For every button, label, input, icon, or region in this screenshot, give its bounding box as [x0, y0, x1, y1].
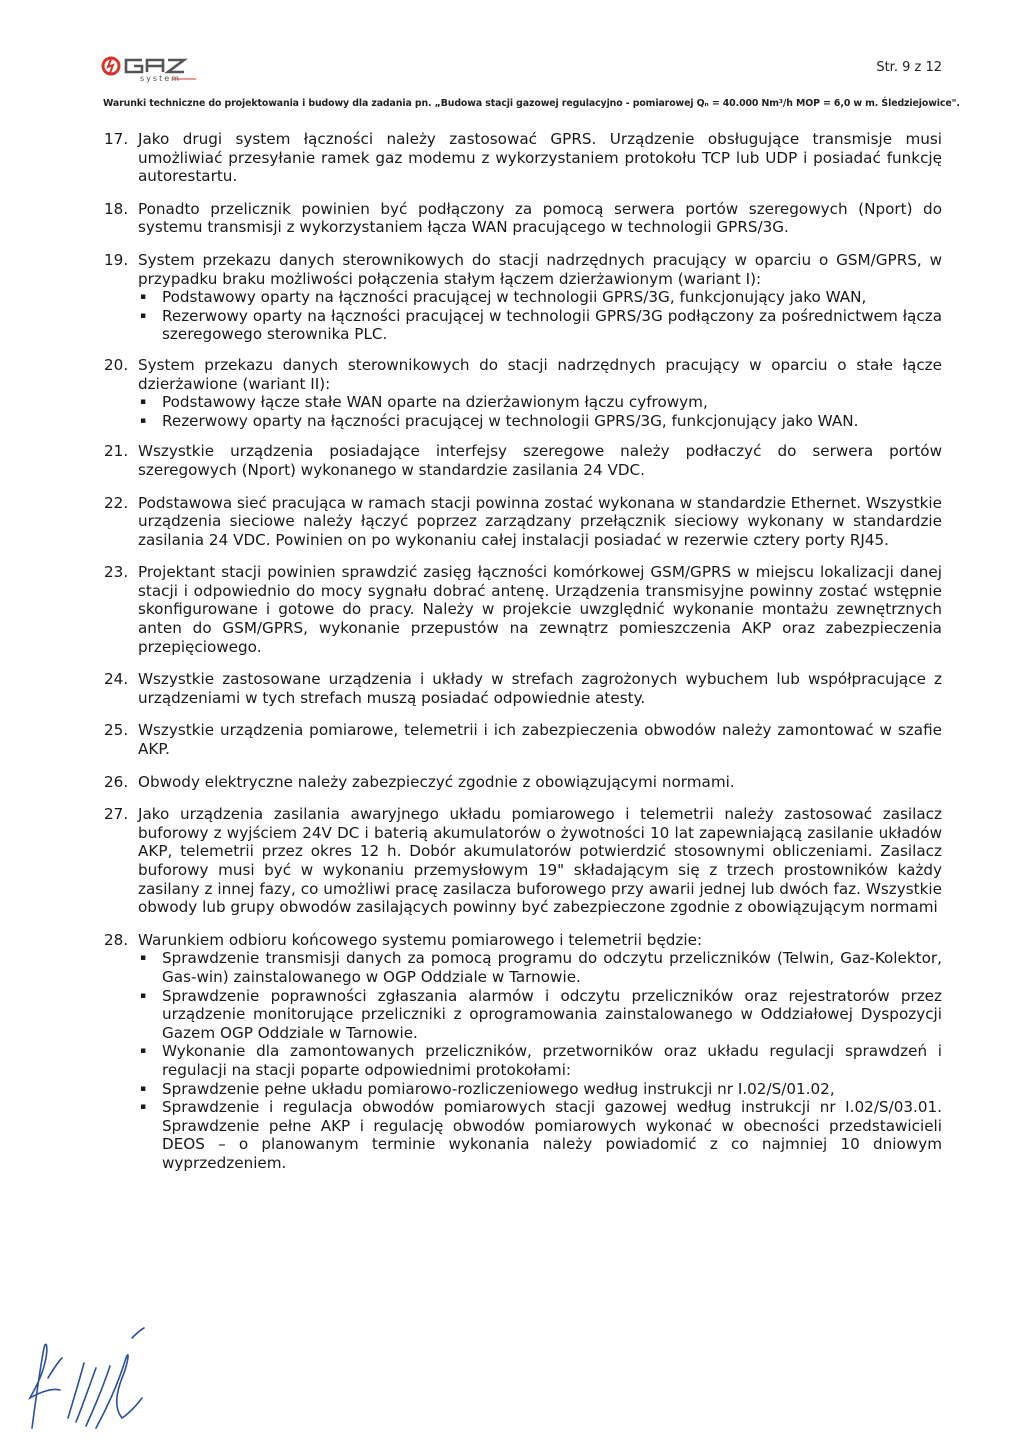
list-item: [104, 805, 942, 917]
handwritten-signature: [18, 1318, 168, 1433]
list-item-number: 22.: [104, 493, 129, 512]
list-item: [104, 356, 942, 430]
list-item: [104, 251, 942, 344]
list-item-text: Jako drugi system łączności należy zastosować GPRS. Urządzenie obsługujące transmisje musi umożliwiać przesyłanie ramek gaz modemu z wykorzystaniem protokołu TCP lub UDP i posiadać funkcję autorestartu.: [138, 130, 942, 186]
page-number: Str. 9 z 12: [876, 60, 942, 75]
bullet-item: ▪ Podstawowy oparty na łączności pracującej w technologii GPRS/3G, funkcjonujący jako WAN,: [162, 288, 942, 307]
bullet-item: ▪ Sprawdzenie poprawności zgłaszania alarmów i odczytu przeliczników oraz rejestratorów przez urządzenie monitorujące przeliczniki z oprogramowania zainstalowanego w Oddziałowej Dyspozycji Gazem OGP Oddziale w Tarnowie.: [162, 987, 942, 1043]
list-item-text: System przekazu danych sterownikowych do stacji nadrzędnych pracujący w oparciu o stałe łącze dzierżawione (wariant II):: [138, 355, 942, 393]
list-item-number: 17.: [104, 130, 129, 148]
bullet-item: ▪ Podstawowy łącze stałe WAN oparte na dzierżawionym łączu cyfrowym,: [162, 393, 942, 412]
list-item-text: System przekazu danych sterownikowych do stacji nadrzędnych pracujący w oparciu o GSM/GPRS, w przypadku braku możliwości połączenia stałym łączem dzierżawionym (wariant I):: [138, 250, 942, 288]
list-item-text: Wszystkie urządzenia pomiarowe, telemetrii i ich zabezpieczenia obwodów należy zamontować w szafie AKP.: [138, 721, 942, 759]
bullet-item: ▪ Rezerwowy oparty na łączności pracującej w technologii GPRS/3G podłączony za pośrednictwem łącza szeregowego sterownika PLC.: [162, 307, 942, 344]
list-item-number: 19.: [104, 250, 129, 269]
list-item-number: 23.: [104, 563, 129, 582]
list-item-number: 25.: [104, 721, 129, 740]
list-item-text: Warunkiem odbioru końcowego systemu pomiarowego i telemetrii będzie:: [138, 930, 703, 949]
list-item-number: 21.: [104, 442, 129, 461]
list-item-text: Podstawowa sieć pracująca w ramach stacji powinna zostać wykonana w standardzie Ethernet. Wszystkie urządzenia sieciowe należy łączyć poprzez zarządzany przełącznik sieciowy wykonany w standardzie zasilania 24 VDC. Powinien on po wykonaniu całej instalacji posiadać w rezerwie cztery porty RJ45.: [138, 493, 942, 549]
requirements-list: [104, 130, 942, 1185]
list-item: [104, 200, 942, 237]
bullet-item: ▪ Sprawdzenie pełne układu pomiarowo-rozliczeniowego według instrukcji nr I.02/S/01.02,: [162, 1080, 942, 1099]
logo-subtitle: system: [140, 74, 181, 83]
list-item-number: 28.: [104, 930, 129, 949]
bullet-item: ▪ Sprawdzenie transmisji danych za pomocą programu do odczytu przeliczników (Telwin, Gaz-Kolektor, Gas-win) zainstalowanego w OGP Oddziale w Tarnowie.: [162, 949, 942, 986]
list-item-text: Ponadto przelicznik powinien być podłączony za pomocą serwera portów szeregowych (Nport) do systemu transmisji z wykorzystaniem łącza WAN pracującego w technologii GPRS/3G.: [138, 199, 942, 237]
bullet-item: ▪ Sprawdzenie i regulacja obwodów pomiarowych stacji gazowej według instrukcji nr I.02/S/03.01. Sprawdzenie pełne AKP i regulację obwodów pomiarowych wykonać w obecności przedstawicieli DEOS – o planowanym terminie wykonania należy powiadomić z co najmniej 10 dniowym wyprzedzeniem.: [162, 1098, 942, 1172]
bullet-list: [138, 288, 942, 344]
list-item: [104, 721, 942, 758]
gaz-system-logo: [100, 50, 230, 90]
list-item: [104, 563, 942, 656]
list-item: [104, 130, 942, 186]
list-item-text: Wszystkie zastosowane urządzenia i układy w strefach zagrożonych wybuchem lub współpracujące z urządzeniami w tych strefach muszą posiadać odpowiednie atesty.: [138, 670, 942, 707]
list-item-text: Projektant stacji powinien sprawdzić zasięg łączności komórkowej GSM/GPRS w miejscu lokalizacji danej stacji i odpowiednio do mocy sygnału dobrać antenę. Urządzenia transmisyjne powinny zostać wstępnie skonfigurowane i gotowe do pracy. Należy w projekcie uwzględnić wykonanie montażu zewnętrznych anten do GSM/GPRS, wykonanie przepustów na zewnątrz pomieszczenia AKP oraz zabezpieczenia przepięciowego.: [138, 563, 942, 656]
bullet-list: [138, 949, 942, 1172]
list-item-number: 20.: [104, 355, 129, 374]
list-item: [104, 670, 942, 707]
bullet-item: ▪ Rezerwowy oparty na łączności pracującej w technologii GPRS/3G, funkcjonujący jako WAN.: [162, 412, 942, 431]
logo-wordmark: [126, 60, 184, 72]
list-item: [104, 442, 942, 479]
list-item: [104, 931, 942, 1173]
list-item-number: 26.: [104, 772, 129, 791]
bullet-item: ▪ Wykonanie dla zamontowanych przeliczników, przetworników oraz układu regulacji sprawdzeń i regulacji na stacji poparte odpowiednimi protokołami:: [162, 1042, 942, 1079]
list-item: [104, 494, 942, 550]
list-item-number: 27.: [104, 805, 129, 824]
list-item-text: Wszystkie urządzenia posiadające interfejsy szeregowe należy podłaczyć do serwera portów szeregowych (Nport) wykonanego w standardzie zasilania 24 VDC.: [138, 442, 942, 479]
list-item-text: Jako urządzenia zasilania awaryjnego układu pomiarowego i telemetrii należy zastosować zasilacz buforowy z wyjściem 24V DC i baterią akumulatorów o żywotności 10 lat zapewniającą zasilanie układów AKP, telemetrii przez okres 12 h. Dobór akumulatorów potwierdzić stosownymi obliczeniami. Zasilacz buforowy musi być w wykonaniu przemysłowym 19" składającym się z trzech prostowników każdy zasilany z innej fazy, co umożliwi pracę zasilacza buforowego przy awarii jednej lub dwóch faz. Wszystkie obwody lub grupy obwodów zasilających powinny być zabezpieczone zgodnie z obowiązującym normami: [138, 805, 942, 917]
list-item-number: 24.: [104, 670, 129, 689]
bullet-list: [138, 393, 942, 430]
list-item-number: 18.: [104, 199, 129, 218]
list-item: [104, 773, 942, 792]
document-header-title: Warunki techniczne do projektowania i budowy dla zadania pn. „Budowa stacji gazowej regulacyjno - pomiarowej Qₙ = 40.000 Nm³/h MOP = 6,0 w m. Śledziejowice".: [103, 98, 960, 109]
list-item-text: Obwody elektryczne należy zabezpieczyć zgodnie z obowiązującymi normami.: [138, 772, 735, 791]
